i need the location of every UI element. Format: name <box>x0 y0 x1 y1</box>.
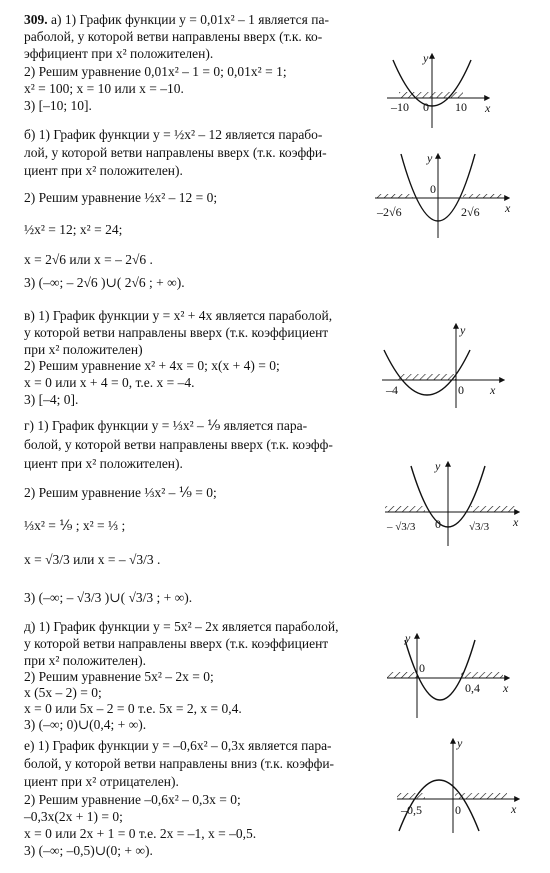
text-c-1: в) 1) График функции y = x² + 4x является параболой, <box>24 308 333 323</box>
text-d-1: г) 1) График функции y = ⅓x² – ⅑ является пара- <box>24 418 308 433</box>
y-label: y <box>405 631 411 645</box>
text-f-2: болой, у которой ветви направлены вниз (т.к. коэффи- <box>24 756 335 771</box>
root-left-label: –4 <box>386 383 398 397</box>
hatch-left <box>385 506 425 512</box>
text-a-4: 2) Решим уравнение 0,01x² – 1 = 0; 0,01x² = 1; <box>24 64 287 79</box>
text-d-4: 2) Решим уравнение ⅓x² – ⅑ = 0; <box>24 485 217 500</box>
origin-label: 0 <box>435 517 441 531</box>
graph-d <box>385 458 525 548</box>
origin-label: 0 <box>455 803 461 817</box>
graph-e <box>385 630 515 720</box>
x-label: x <box>485 101 491 115</box>
text-f-6: x = 0 или 2x + 1 = 0 т.е. 2x = –1, x = –0,5. <box>24 826 257 841</box>
text-line <box>24 12 374 28</box>
problem-number: 309. <box>24 12 48 27</box>
text-d-2: болой, у которой ветви направлены вверх (т.к. коэфф- <box>24 437 333 452</box>
text-b-5: ½x² = 12; x² = 24; <box>24 222 123 237</box>
root-right-label: 0,4 <box>465 681 480 695</box>
text-c-5: x = 0 или x + 4 = 0, т.е. x = –4. <box>24 375 195 390</box>
text-d-6: x = √3/3 или x = – √3/3 . <box>24 552 161 567</box>
text-f-1: е) 1) График функции y = –0,6x² – 0,3x является пара- <box>24 738 332 753</box>
text-c-4: 2) Решим уравнение x² + 4x = 0; x(x + 4) = 0; <box>24 358 280 373</box>
origin-label: 0 <box>419 661 425 675</box>
hatch-left <box>397 793 425 799</box>
text-a-2: раболой, у которой ветви направлены вверх (т.к. ко- <box>24 29 323 44</box>
text-f-3: циент при x² отрицателен). <box>24 774 179 789</box>
text-d-5: ⅓x² = ⅑ ; x² = ⅓ ; <box>24 518 126 533</box>
text-c-3: при x² положителен) <box>24 342 143 357</box>
text-f-5: –0,3x(2x + 1) = 0; <box>24 809 123 824</box>
origin-label: 0 <box>430 182 436 196</box>
root-right-label: √3/3 <box>469 521 490 533</box>
text-c-6: 3) [–4; 0]. <box>24 392 79 407</box>
graph-f <box>395 735 525 835</box>
y-label: y <box>427 151 433 165</box>
text-b-2: лой, у которой ветви направлены вверх (т.к. коэффи- <box>24 145 327 160</box>
text-b-4: 2) Решим уравнение ½x² – 12 = 0; <box>24 190 218 205</box>
text-e-5: x (5x – 2) = 0; <box>24 685 102 700</box>
text-a-3: эффициент при x² положителен). <box>24 46 214 61</box>
text-a-5: x² = 100; x = 10 или x = –10. <box>24 81 184 96</box>
hatch-right <box>461 672 503 678</box>
text-b-7: 3) (–∞; – 2√6 )∪( 2√6 ; + ∞). <box>24 275 185 290</box>
x-label: x <box>505 201 511 215</box>
origin-label: 0 <box>423 100 429 114</box>
root-left-label: –10 <box>391 100 409 114</box>
text-f-7: 3) (–∞; –0,5)∪(0; + ∞). <box>24 843 153 858</box>
text-e-4: 2) Решим уравнение 5x² – 2x = 0; <box>24 669 214 684</box>
hatch-right <box>463 194 503 198</box>
text-a-1: а) 1) График функции y = 0,01x² – 1 является па- <box>51 12 329 27</box>
text-d-3: циент при x² положителен). <box>24 456 183 471</box>
text-e-2: у которой ветви направлены вверх (т.к. коэффициент <box>24 636 329 651</box>
text-b-1: б) 1) График функции y = ½x² – 12 является парабо- <box>24 127 323 142</box>
text-b-3: циент при x² положителен). <box>24 163 183 178</box>
root-left-label: – √3/3 <box>387 521 416 533</box>
hatch-right <box>471 506 515 512</box>
text-b-6: x = 2√6 или x = – 2√6 . <box>24 252 153 267</box>
y-label: y <box>435 459 441 473</box>
text-e-6: x = 0 или 5x – 2 = 0 т.е. 5x = 2, x = 0,4. <box>24 701 242 716</box>
origin-label: 0 <box>458 383 464 397</box>
root-right-label: 2√6 <box>461 205 480 219</box>
x-label: x <box>511 802 517 816</box>
text-e-7: 3) (–∞; 0)∪(0,4; + ∞). <box>24 717 147 732</box>
hatch-left <box>387 672 417 678</box>
text-f-4: 2) Решим уравнение –0,6x² – 0,3x = 0; <box>24 792 241 807</box>
text-a-6: 3) [–10; 10]. <box>24 98 92 113</box>
text-d-7: 3) (–∞; – √3/3 )∪( √3/3 ; + ∞). <box>24 590 193 605</box>
hatch-left <box>375 194 413 198</box>
y-label: y <box>460 323 466 337</box>
text-c-2: у которой ветви направлены вверх (т.к. коэффициент <box>24 325 329 340</box>
hatch-region <box>398 374 456 380</box>
text-e-3: при x² положителен). <box>24 653 146 668</box>
x-label: x <box>503 681 509 695</box>
x-label: x <box>490 383 496 397</box>
y-label: y <box>423 51 429 65</box>
root-right-label: 10 <box>455 100 467 114</box>
graph-b <box>375 150 515 240</box>
text-e-1: д) 1) График функции y = 5x² – 2x является параболой, <box>24 619 339 634</box>
root-left-label: –0,5 <box>401 803 422 817</box>
root-left-label: –2√6 <box>377 205 402 219</box>
graph-a <box>385 50 495 130</box>
graph-c <box>380 320 510 410</box>
x-label: x <box>513 515 519 529</box>
y-label: y <box>457 736 463 750</box>
